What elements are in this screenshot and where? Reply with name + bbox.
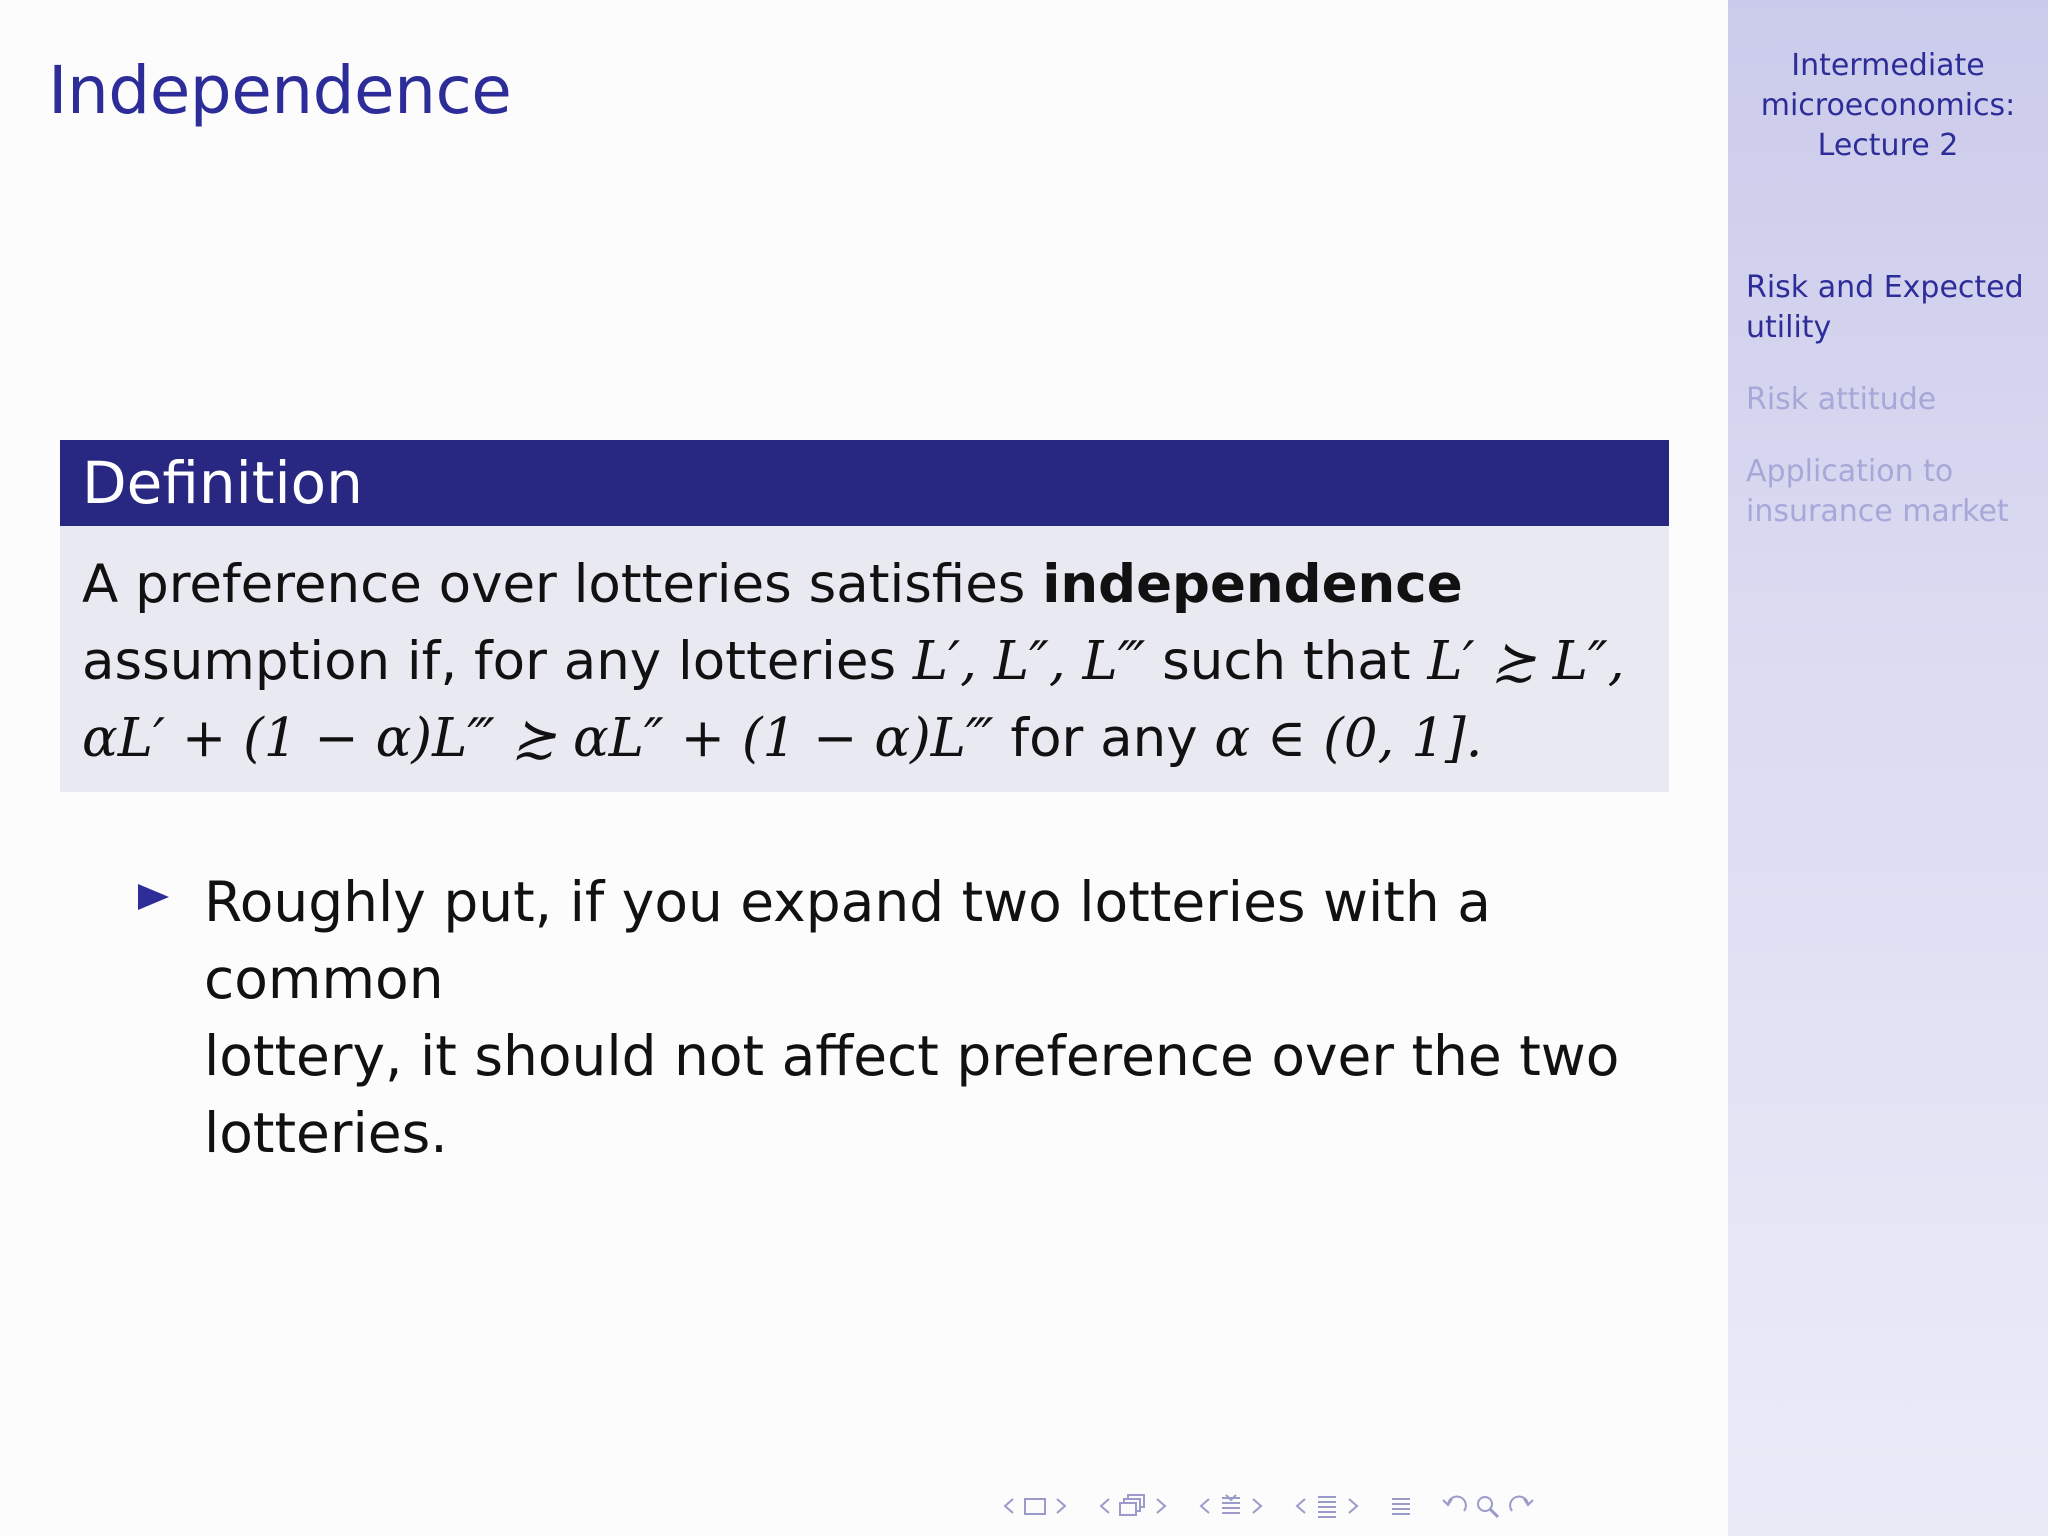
definition-body [60,526,1669,792]
definition-text: for any [993,708,1215,769]
math-expression: L′, L″, L‴ [912,631,1146,692]
subsection-icon[interactable] [1118,1493,1148,1519]
frame-nav [1000,1494,1070,1518]
definition-text: A preference over lotteries satisfies [82,554,1043,615]
definition-text: such that [1145,631,1428,692]
presentation-prev-icon[interactable] [1292,1494,1310,1518]
sidebar [1728,0,2048,1536]
sidebar-item-insurance-market[interactable]: Application to insurance market [1746,454,2009,529]
definition-line-3 [82,700,1647,777]
math-expression: L′ ≿ L″, [1427,631,1625,692]
deck-title[interactable]: Intermediate microeconomics: Lecture 2 [1760,48,2016,163]
section-icon[interactable] [1218,1493,1244,1519]
slide-title: Independence [48,52,512,129]
bullet-text: Roughly put, if you expand two lotteries with a common lottery, it should not affect preference over the two lotteries. [204,870,1620,1165]
definition-text: assumption if, for any lotteries [82,631,913,692]
search-icon[interactable] [1474,1493,1502,1519]
appendix-icon[interactable] [1388,1493,1414,1519]
presentation-nav [1292,1493,1362,1519]
presentation-next-icon[interactable] [1344,1494,1362,1518]
forward-icon[interactable] [1506,1493,1536,1519]
section-nav [1196,1493,1266,1519]
appendix-nav [1388,1493,1414,1519]
definition-heading: Definition [60,440,1669,526]
bullet-triangle-icon [138,884,169,910]
math-expression: αL′ + (1 − α)L‴ ≿ αL″ + (1 − α)L‴ [82,708,994,769]
subsection-next-icon[interactable] [1152,1494,1170,1518]
definition-line-1 [82,546,1647,623]
section-next-icon[interactable] [1248,1494,1266,1518]
definition-term: independence [1042,554,1463,615]
definition-line-2 [82,623,1647,700]
beamer-navigation-bar [1000,1488,1554,1524]
subsection-nav [1096,1493,1170,1519]
sidebar-item-risk-attitude[interactable]: Risk attitude [1746,382,1937,417]
presentation-icon[interactable] [1314,1493,1340,1519]
math-expression: α ∈ (0, 1]. [1214,708,1483,769]
definition-block [60,440,1669,792]
search-nav [1440,1493,1536,1519]
back-icon[interactable] [1440,1493,1470,1519]
bullet-item [138,864,1678,1172]
section-prev-icon[interactable] [1196,1494,1214,1518]
sidebar-item-risk-expected-utility[interactable]: Risk and Expected utility [1746,270,2024,345]
subsection-prev-icon[interactable] [1096,1494,1114,1518]
frame-prev-icon[interactable] [1000,1494,1018,1518]
frame-icon[interactable] [1022,1494,1048,1518]
frame-next-icon[interactable] [1052,1494,1070,1518]
